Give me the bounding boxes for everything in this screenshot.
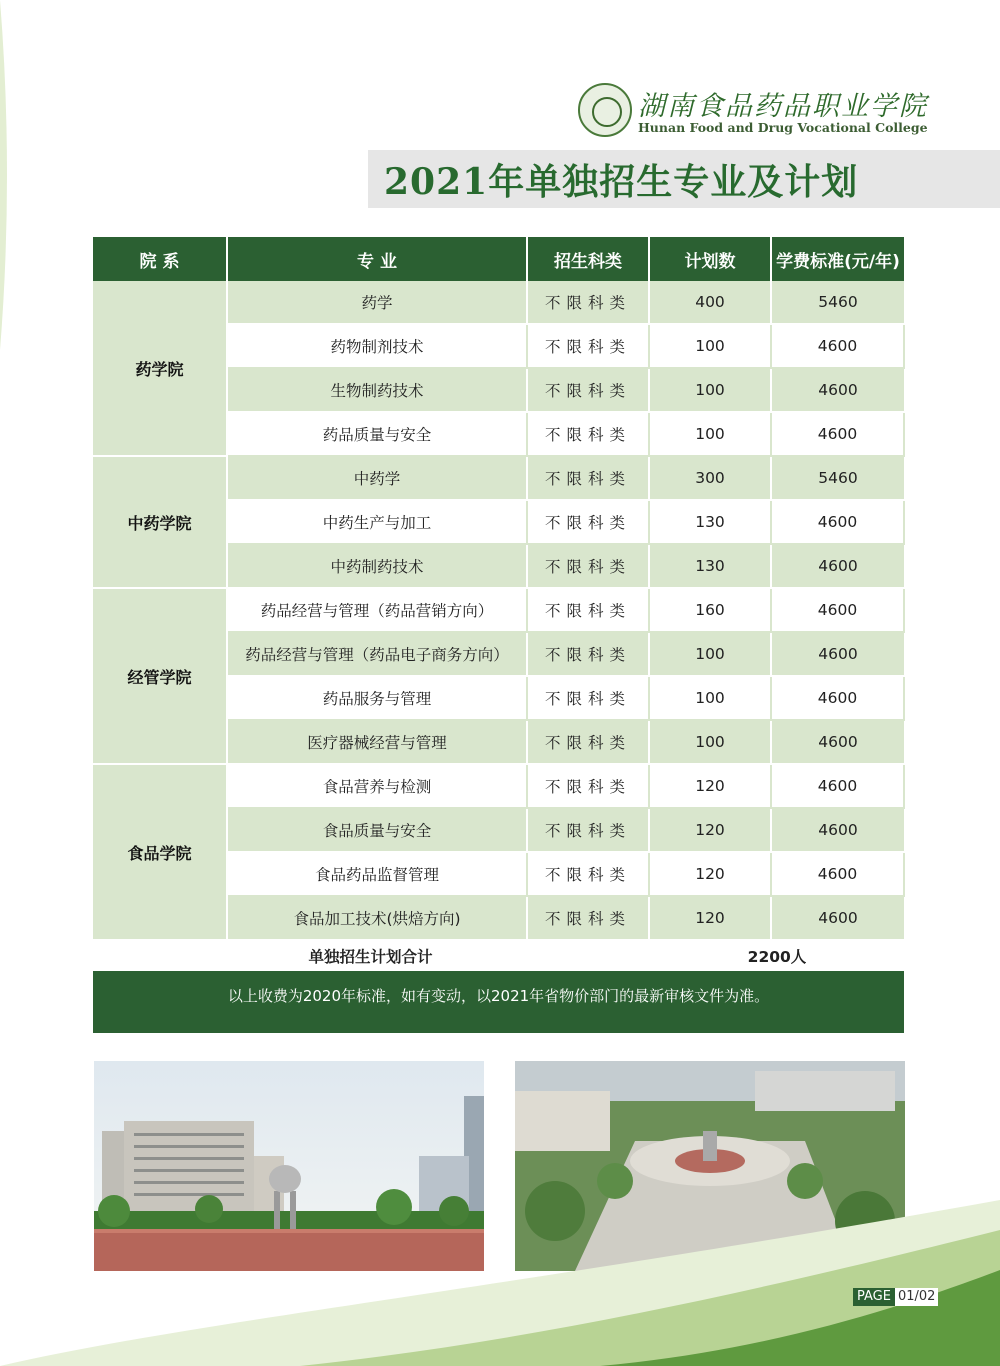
plan-count-cell: 120 [649, 808, 771, 852]
fee-cell: 5460 [771, 456, 904, 500]
table-header-row [93, 237, 904, 281]
college-name-cn: 湖南食品药品职业学院 [638, 91, 928, 122]
plan-count-cell: 100 [649, 324, 771, 368]
major-cell: 食品药品监督管理 [227, 852, 527, 896]
fee-cell: 4600 [771, 588, 904, 632]
major-cell: 药学 [227, 281, 527, 324]
major-cell: 药品质量与安全 [227, 412, 527, 456]
college-seal-icon [578, 83, 632, 137]
college-name-en: Hunan Food and Drug Vocational College [638, 120, 928, 135]
college-logo [578, 80, 928, 140]
plan-count-cell: 300 [649, 456, 771, 500]
total-row [93, 940, 904, 971]
page-title: 2021年单独招生专业及计划 [384, 161, 859, 203]
fee-cell: 4600 [771, 632, 904, 676]
department-cell: 中药学院 [93, 456, 227, 588]
fee-note: 以上收费为2020年标准，如有变动，以2021年省物价部门的最新审核文件为准。 [93, 971, 904, 1033]
major-cell: 药品经营与管理（药品营销方向） [227, 588, 527, 632]
plan-count-cell: 400 [649, 281, 771, 324]
major-cell: 中药学 [227, 456, 527, 500]
bottom-wave-decoration [0, 1170, 1000, 1366]
fee-cell: 4600 [771, 852, 904, 896]
left-edge-decoration [0, 0, 12, 350]
total-label: 单独招生计划合计 [93, 940, 649, 971]
category-cell: 不限科类 [527, 281, 649, 324]
fee-cell: 4600 [771, 896, 904, 940]
plan-count-cell: 100 [649, 676, 771, 720]
category-cell: 不限科类 [527, 720, 649, 764]
fee-cell: 4600 [771, 808, 904, 852]
category-cell: 不限科类 [527, 632, 649, 676]
fee-cell: 4600 [771, 500, 904, 544]
category-cell: 不限科类 [527, 764, 649, 808]
page-label: PAGE [853, 1288, 895, 1306]
major-cell: 药品经营与管理（药品电子商务方向） [227, 632, 527, 676]
category-cell: 不限科类 [527, 544, 649, 588]
major-cell: 医疗器械经营与管理 [227, 720, 527, 764]
major-cell: 生物制药技术 [227, 368, 527, 412]
major-cell: 食品加工技术(烘焙方向) [227, 896, 527, 940]
category-cell: 不限科类 [527, 588, 649, 632]
plan-count-cell: 100 [649, 412, 771, 456]
department-cell: 经管学院 [93, 588, 227, 764]
column-header-major: 专 业 [227, 237, 527, 281]
column-header-plan: 计划数 [649, 237, 771, 281]
category-cell: 不限科类 [527, 500, 649, 544]
department-cell: 食品学院 [93, 764, 227, 940]
category-cell: 不限科类 [527, 456, 649, 500]
column-header-fee: 学费标准(元/年) [771, 237, 904, 281]
major-cell: 药物制剂技术 [227, 324, 527, 368]
page-number: 01/02 [895, 1288, 938, 1306]
fee-cell: 4600 [771, 764, 904, 808]
plan-count-cell: 130 [649, 500, 771, 544]
major-cell: 食品质量与安全 [227, 808, 527, 852]
major-cell: 中药生产与加工 [227, 500, 527, 544]
table-body [93, 281, 904, 940]
table-row [93, 456, 904, 500]
plan-count-cell: 100 [649, 720, 771, 764]
plan-count-cell: 130 [649, 544, 771, 588]
category-cell: 不限科类 [527, 412, 649, 456]
fee-cell: 4600 [771, 368, 904, 412]
table-row [93, 588, 904, 632]
fee-cell: 5460 [771, 281, 904, 324]
column-header-department: 院 系 [93, 237, 227, 281]
fee-cell: 4600 [771, 544, 904, 588]
major-cell: 中药制药技术 [227, 544, 527, 588]
total-value: 2200人 [649, 940, 904, 971]
plan-count-cell: 100 [649, 632, 771, 676]
major-cell: 药品服务与管理 [227, 676, 527, 720]
table-row [93, 764, 904, 808]
category-cell: 不限科类 [527, 368, 649, 412]
category-cell: 不限科类 [527, 676, 649, 720]
category-cell: 不限科类 [527, 324, 649, 368]
column-header-category: 招生科类 [527, 237, 649, 281]
fee-cell: 4600 [771, 324, 904, 368]
plan-count-cell: 120 [649, 764, 771, 808]
major-cell: 食品营养与检测 [227, 764, 527, 808]
category-cell: 不限科类 [527, 896, 649, 940]
title-bar [368, 150, 1000, 208]
fee-cell: 4600 [771, 412, 904, 456]
category-cell: 不限科类 [527, 852, 649, 896]
plan-count-cell: 120 [649, 896, 771, 940]
plan-count-cell: 160 [649, 588, 771, 632]
category-cell: 不限科类 [527, 808, 649, 852]
table-row [93, 281, 904, 324]
plan-count-cell: 120 [649, 852, 771, 896]
fee-cell: 4600 [771, 676, 904, 720]
plan-count-cell: 100 [649, 368, 771, 412]
page-indicator [853, 1288, 938, 1306]
fee-cell: 4600 [771, 720, 904, 764]
enrollment-plan-table [93, 237, 905, 971]
department-cell: 药学院 [93, 281, 227, 456]
